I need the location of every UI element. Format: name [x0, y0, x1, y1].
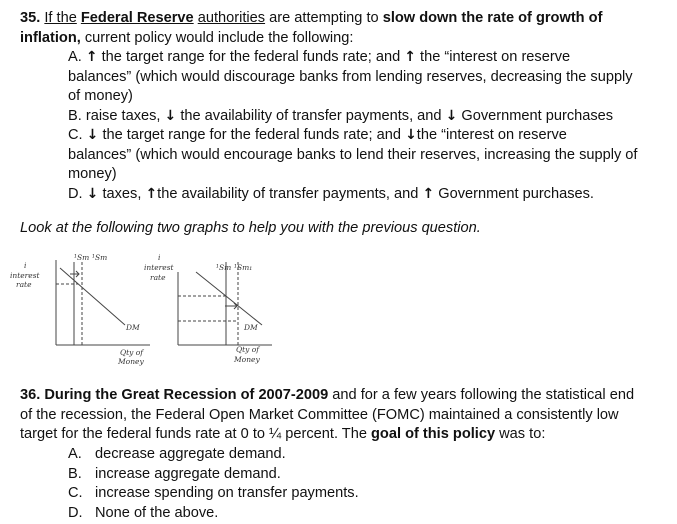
arrow-down-icon: ↓	[405, 127, 417, 143]
option-letter: A.	[68, 446, 82, 462]
right-graph-axes	[178, 272, 272, 345]
graph-hint: Look at the following two graphs to help you with the previous question.	[20, 220, 481, 236]
option-text: decrease aggregate demand.	[95, 446, 286, 462]
right-y-label-i: i	[158, 253, 161, 262]
q35-option-b-line: B. raise taxes, ↓ the availability of transfer payments, and ↓ Government purchases	[68, 108, 614, 124]
right-demand-label: DM	[244, 323, 258, 332]
q35-option-c-line: C. ↓ the target range for the federal funds rate; and ↓the “interest on reserve	[68, 127, 567, 143]
option-letter: D.	[68, 505, 83, 521]
right-x-label-money: Money	[234, 355, 260, 364]
left-graph-axes	[56, 260, 150, 345]
stem-federal-reserve: Federal Reserve	[80, 10, 194, 26]
q36-option-d	[68, 504, 218, 524]
q35-option-c-line: balances” (which would encourage banks to lend their reserves, increasing the supply of	[68, 147, 638, 163]
option-letter: B.	[68, 108, 86, 124]
option-text: None of the above.	[95, 505, 219, 521]
right-y-label-interest: interest	[144, 263, 174, 272]
arrow-down-icon: ↓	[164, 108, 177, 124]
left-x-label-qty: Qty of	[120, 348, 144, 357]
stem-end: current policy would include the following:	[84, 29, 354, 46]
right-y-label-rate: rate	[150, 273, 166, 282]
option-letter: C.	[68, 127, 87, 143]
q36-line-3	[20, 425, 660, 445]
question-36-stem	[20, 386, 660, 445]
option-letter: C.	[68, 485, 83, 501]
q36-bold-lead: During the Great Recession of 2007-2009	[44, 387, 329, 403]
q35-option-d-line: D. ↓ taxes, ↑the availability of transfer payments, and ↑ Government purchases.	[68, 186, 594, 202]
arrow-down-icon: ↓	[86, 186, 99, 202]
q36-option-a	[68, 445, 286, 465]
right-demand-curve	[196, 272, 262, 325]
stem-bold: slow down the rate of growth of inflation,	[20, 10, 603, 46]
arrow-down-icon: ↓	[86, 127, 99, 143]
left-demand-label: DM	[126, 323, 140, 332]
option-text: increase aggregate demand.	[95, 466, 281, 482]
left-y-label-rate: rate	[16, 280, 32, 289]
option-text: increase spending on transfer payments.	[95, 485, 359, 501]
stem-mid: are attempting to	[269, 10, 379, 26]
question-number: 35.	[20, 10, 41, 26]
q36-option-b	[68, 465, 281, 485]
left-supply-label-2: ¹Sm	[92, 253, 108, 262]
option-letter: A.	[68, 49, 86, 65]
q36-option-c	[68, 484, 359, 504]
arrow-up-icon: ↑	[85, 49, 98, 65]
arrow-up-icon: ↑	[404, 49, 416, 65]
q36-line-1	[20, 386, 660, 406]
left-supply-label-1: ¹Sm	[74, 253, 90, 262]
right-supply-label-1: ¹Sm	[216, 263, 232, 272]
stem-authorities: authorities	[197, 10, 266, 26]
q35-option-a-line: A. ↑ the target range for the federal funds rate; and ↑ the “interest on reserve	[68, 49, 571, 65]
q36-text-1: and for a few years following the statistical end	[332, 387, 635, 403]
arrow-up-icon: ↑	[422, 186, 435, 202]
question-number: 36.	[20, 387, 41, 403]
q36-line-3c: was to:	[499, 426, 546, 442]
left-demand-curve	[60, 268, 125, 325]
arrow-down-icon: ↓	[445, 108, 458, 124]
q36-goal-bold: goal of this policy	[371, 426, 496, 442]
stem-if: If the	[44, 10, 77, 26]
q35-option-a-line: of money)	[68, 88, 133, 104]
arrow-up-icon: ↑	[145, 186, 158, 202]
q36-line-2: of the recession, the Federal Open Market Committee (FOMC) maintained a consistently low	[20, 406, 619, 423]
option-letter: D.	[68, 186, 87, 202]
right-x-label-qty: Qty of	[236, 345, 260, 354]
left-y-label-i: i	[24, 261, 27, 270]
q36-line-3a: target for the federal funds rate at 0 to ¼ percent. The	[20, 426, 367, 442]
money-market-graphs	[0, 250, 677, 380]
option-letter: B.	[68, 466, 82, 482]
question-35-stem	[20, 9, 660, 48]
q35-option-a-line: balances” (which would discourage banks from lending reserves, decreasing the supply	[68, 69, 633, 85]
right-supply-label-2: ¹Sm₁	[234, 263, 253, 272]
left-y-label-interest: interest	[10, 271, 40, 280]
left-x-label-money: Money	[118, 357, 144, 366]
right-shift-arrow	[225, 303, 237, 309]
q35-option-c-line: money)	[68, 166, 117, 182]
